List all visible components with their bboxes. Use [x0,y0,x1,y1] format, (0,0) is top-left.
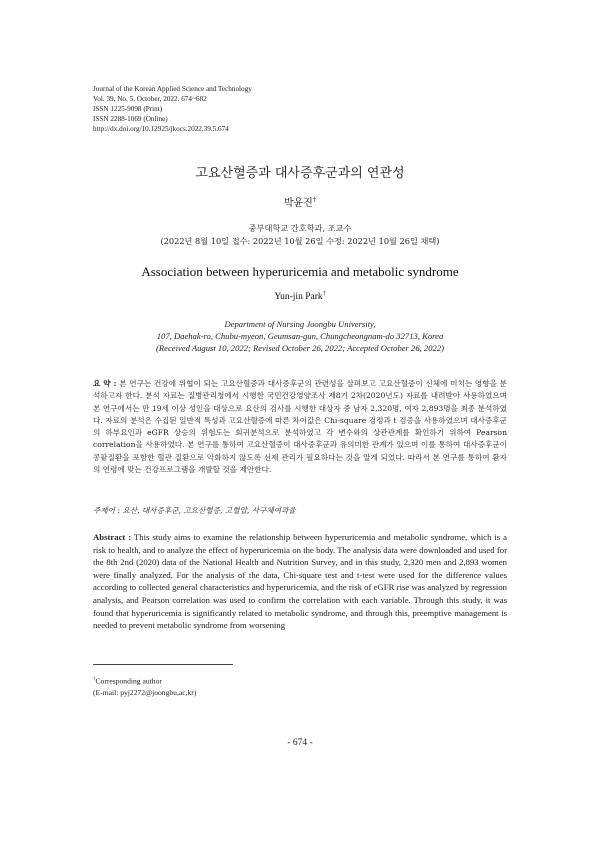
footnote-corresponding [93,674,393,687]
english-author [0,291,600,302]
korean-author [0,194,600,209]
english-abstract-label: Abstract : [93,532,132,542]
english-author-name: Yun-jin Park [274,292,323,303]
korean-keywords-text: 요산, 대사증후군, 고요산혈증, 고혈압, 사구체여과율 [122,506,296,515]
english-affiliation-address: 107, Daehak-ro, Chubu-myeon, Geumsan-gun, Chungcheongnam-do 32713, Korea [156,331,444,341]
issn-print: ISSN 1225-9098 (Print) [93,105,163,113]
footnote-corresponding-label: Corresponding author [95,676,162,686]
english-abstract-text: This study aims to examine the relationship between hyperuricemia and metabolic syndrome, which is a risk to health, and to analyze the effect of hyperuricemia on the body. The analysis data were downloaded and used for the 8th 2nd (2020) data of the National Health and Nutrition Survey, and in this study, 2,320 men and 2,893 women were finally analyzed. For the analysis of the data, Chi-square test and t-test were used for the difference values according to collected general characteristics and hyperuricemia, and the risk of eGFR rise was analyzed by regression analysis, and Pearson correlation was used to confirm the correlation with each variable. Through this study, it was found that hyperuricemia is significantly related to metabolic syndrome, and through this, preemptive management is needed to prevent metabolic syndrome from worsening [93,532,507,631]
journal-header [93,84,513,134]
korean-affiliation-block [0,222,600,248]
english-abstract [93,531,507,632]
korean-dates: (2022년 8월 10일 접수: 2022년 10월 26일 수정: 2022년 10월 26일 채택) [160,236,440,246]
english-title: Association between hyperuricemia and metabolic syndrome [141,264,459,279]
english-affiliation-dept: Department of Nursing Joongbu University, [224,319,376,329]
english-affiliation-block [0,318,600,354]
korean-author-mark: † [312,195,317,204]
english-author-mark: † [322,291,326,297]
korean-title: 고요산혈증과 대사증후군과의 연관성 [195,166,405,181]
korean-keywords [93,505,507,516]
journal-volume: Vol. 39, No. 5. October, 2022. 674~682 [93,95,207,103]
footnote-mark: † [93,677,96,682]
footnote-divider [93,664,233,665]
korean-author-name: 박윤진 [283,198,313,209]
page-number: - 674 - [287,738,313,748]
korean-abstract-label: 요 약 : [93,379,117,388]
footnote [93,674,393,698]
korean-abstract [93,378,507,476]
issn-online: ISSN 2288-1069 (Online) [93,115,168,123]
korean-keywords-label: 주제어 : [93,506,120,515]
journal-name: Journal of the Korean Applied Science and Technology [93,85,252,93]
korean-affiliation: 중부대학교 간호학과, 조교수 [248,223,352,233]
korean-abstract-text: 본 연구는 건강에 위협이 되는 고요산혈증과 대사증후군의 관련성을 살펴보고 고요산혈증이 신체에 미치는 영향을 분석하고자 한다. 분석 자료는 질병관리청에서 시행한 국민건강영양조사 제8기 2차(2020년도) 자료를 내려받아 사용하였으며 본 연구에서는 만 19세 이상 성인을 대상으로 요산의 검사를 시행한 대상자 중 남자 2,320명, 여자 2,893명을 최종 분석하였다. 자료의 분석은 수집된 일반적 특성과 고요산혈증에 따른 차이값은 Chi-square 검정과 t 검증을 사용하였으며 대사증후군의 하부요인과 eGFR 상승의 위험도는 회귀분석으로 분석하였고 각 변수와의 상관관계를 확인하기 위하여 Pearson correlation을 사용하였다. 본 연구를 통하여 고요산혈증이 대사증후군과 유의미한 관계가 있으며 이를 통하여 대사증후군이 콩팥질환을 포함한 혈관 질환으로 악화하지 않도록 선제 관리가 필요하다는 것을 알게 되었다. 따라서 본 연구를 통하여 환자의 연령에 맞는 건강프로그램을 개발할 것을 제안한다. [93,379,507,475]
doi-link[interactable]: http://dx.doi.org/10.12925/jkocs.2022.39.5.674 [93,125,229,133]
footnote-email: (E-mail: pyj2272@joongbu,ac,kr) [93,687,197,697]
english-dates: (Received August 10, 2022; Revised October 26, 2022; Accepted October 26, 2022) [156,343,444,353]
